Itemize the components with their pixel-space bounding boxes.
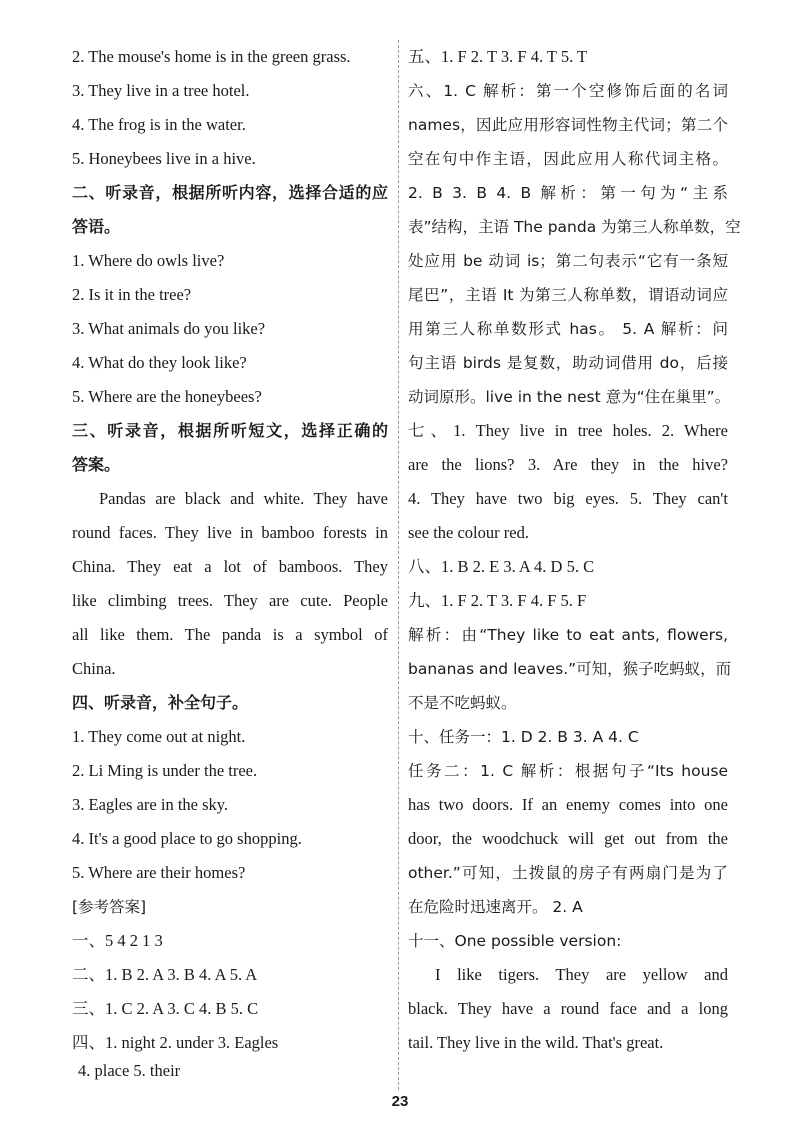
question-line: 5. Where are the honeybees?: [72, 387, 262, 406]
passage-line: China. They eat a lot of bamboos. They: [72, 557, 388, 576]
writing-heading: 十一、One possible version:: [408, 932, 622, 950]
explanation-line: 在危险时迅速离开。 2. A: [408, 898, 583, 916]
explanation-line: 解析：由“They like to eat ants, flowers,: [408, 626, 728, 644]
explanation-line: 用第三人称单数形式 has。 5. A 解析：问: [408, 320, 728, 338]
answer-line: 九、1. F 2. T 3. F 4. F 5. F: [408, 591, 587, 610]
listening-line: 3. They live in a tree hotel.: [72, 81, 250, 100]
answer-line: 4. They have two big eyes. 5. They can't: [408, 489, 728, 508]
explanation-line: 空在句中作主语，因此应用人称代词主格。: [408, 150, 728, 168]
answer-line: 二、1. B 2. A 3. B 4. A 5. A: [72, 965, 258, 984]
answer-line: are the lions? 3. Are they in the hive?: [408, 455, 728, 474]
section-heading: 答语。: [72, 217, 121, 236]
answer-line: 4. place 5. their: [78, 1061, 181, 1080]
explanation-line: has two doors. If an enemy comes into one: [408, 795, 728, 814]
explanation-line: 任务二：1. C 解析：根据句子“Its house: [408, 762, 728, 780]
explanation-line: 不是不吃蚂蚁。: [408, 694, 517, 712]
sentence-line: 5. Where are their homes?: [72, 863, 246, 882]
passage-line: China.: [72, 659, 116, 678]
answer-line: 五、1. F 2. T 3. F 4. T 5. T: [408, 47, 588, 66]
answer-line: 一、5 4 2 1 3: [72, 931, 163, 950]
answer-line: see the colour red.: [408, 523, 529, 542]
answer-line: 八、1. B 2. E 3. A 4. D 5. C: [408, 557, 595, 576]
sentence-line: 3. Eagles are in the sky.: [72, 795, 229, 814]
essay-line: tail. They live in the wild. That's great.: [408, 1033, 664, 1052]
explanation-line: 句主语 birds 是复数，助动词借用 do，后接: [408, 354, 728, 372]
listening-line: 4. The frog is in the water.: [72, 115, 246, 134]
section-heading: 四、听录音，补全句子。: [72, 693, 249, 712]
explanation-line: 六、1. C 解析：第一个空修饰后面的名词: [408, 82, 728, 100]
explanation-line: 处应用 be 动词 is；第二句表示“它有一条短: [408, 252, 728, 270]
question-line: 3. What animals do you like?: [72, 319, 266, 338]
explanation-line: 尾巴”，主语 It 为第三人称单数，谓语动词应: [408, 286, 728, 304]
passage-line: round faces. They live in bamboo forests in: [72, 523, 388, 542]
explanation-line: 表”结构，主语 The panda 为第三人称单数，空: [408, 218, 741, 236]
question-line: 1. Where do owls live?: [72, 251, 225, 270]
explanation-line: names，因此应用形容词性物主代词；第二个: [408, 116, 728, 134]
column-divider: [398, 40, 400, 1090]
passage-line: all like them. The panda is a symbol of: [72, 625, 388, 644]
essay-line: black. They have a round face and a long: [408, 999, 728, 1018]
question-line: 2. Is it in the tree?: [72, 285, 192, 304]
essay-line: I like tigers. They are yellow and: [435, 965, 728, 984]
passage-line: like climbing trees. They are cute. People: [72, 591, 388, 610]
page-number: 23: [391, 1093, 409, 1110]
section-heading: 二、听录音，根据所听内容，选择合适的应: [72, 183, 388, 202]
sentence-line: 2. Li Ming is under the tree.: [72, 761, 258, 780]
explanation-line: door, the woodchuck will get out from the: [408, 829, 728, 848]
question-line: 4. What do they look like?: [72, 353, 247, 372]
passage-line: Pandas are black and white. They have: [99, 489, 388, 508]
answer-line: 三、1. C 2. A 3. C 4. B 5. C: [72, 999, 259, 1018]
sentence-line: 1. They come out at night.: [72, 727, 246, 746]
answer-key-heading: [参考答案]: [72, 898, 147, 916]
answer-line: 七、1. They live in tree holes. 2. Where: [408, 421, 728, 440]
section-heading: 答案。: [72, 455, 121, 474]
explanation-line: 2. B 3. B 4. B 解析：第一句为“主系: [408, 184, 728, 202]
explanation-line: bananas and leaves.”可知，猴子吃蚂蚁，而: [408, 660, 732, 678]
explanation-line: other.”可知，土拨鼠的房子有两扇门是为了: [408, 864, 728, 882]
listening-line: 5. Honeybees live in a hive.: [72, 149, 256, 168]
answer-line: 十、任务一：1. D 2. B 3. A 4. C: [408, 728, 639, 746]
sentence-line: 4. It's a good place to go shopping.: [72, 829, 302, 848]
listening-line: 2. The mouse's home is in the green grass.: [72, 47, 351, 66]
section-heading: 三、听录音，根据所听短文，选择正确的: [72, 421, 388, 440]
answer-line: 四、1. night 2. under 3. Eagles: [72, 1033, 279, 1052]
explanation-line: 动词原形。live in the nest 意为“住在巢里”。: [408, 388, 731, 406]
